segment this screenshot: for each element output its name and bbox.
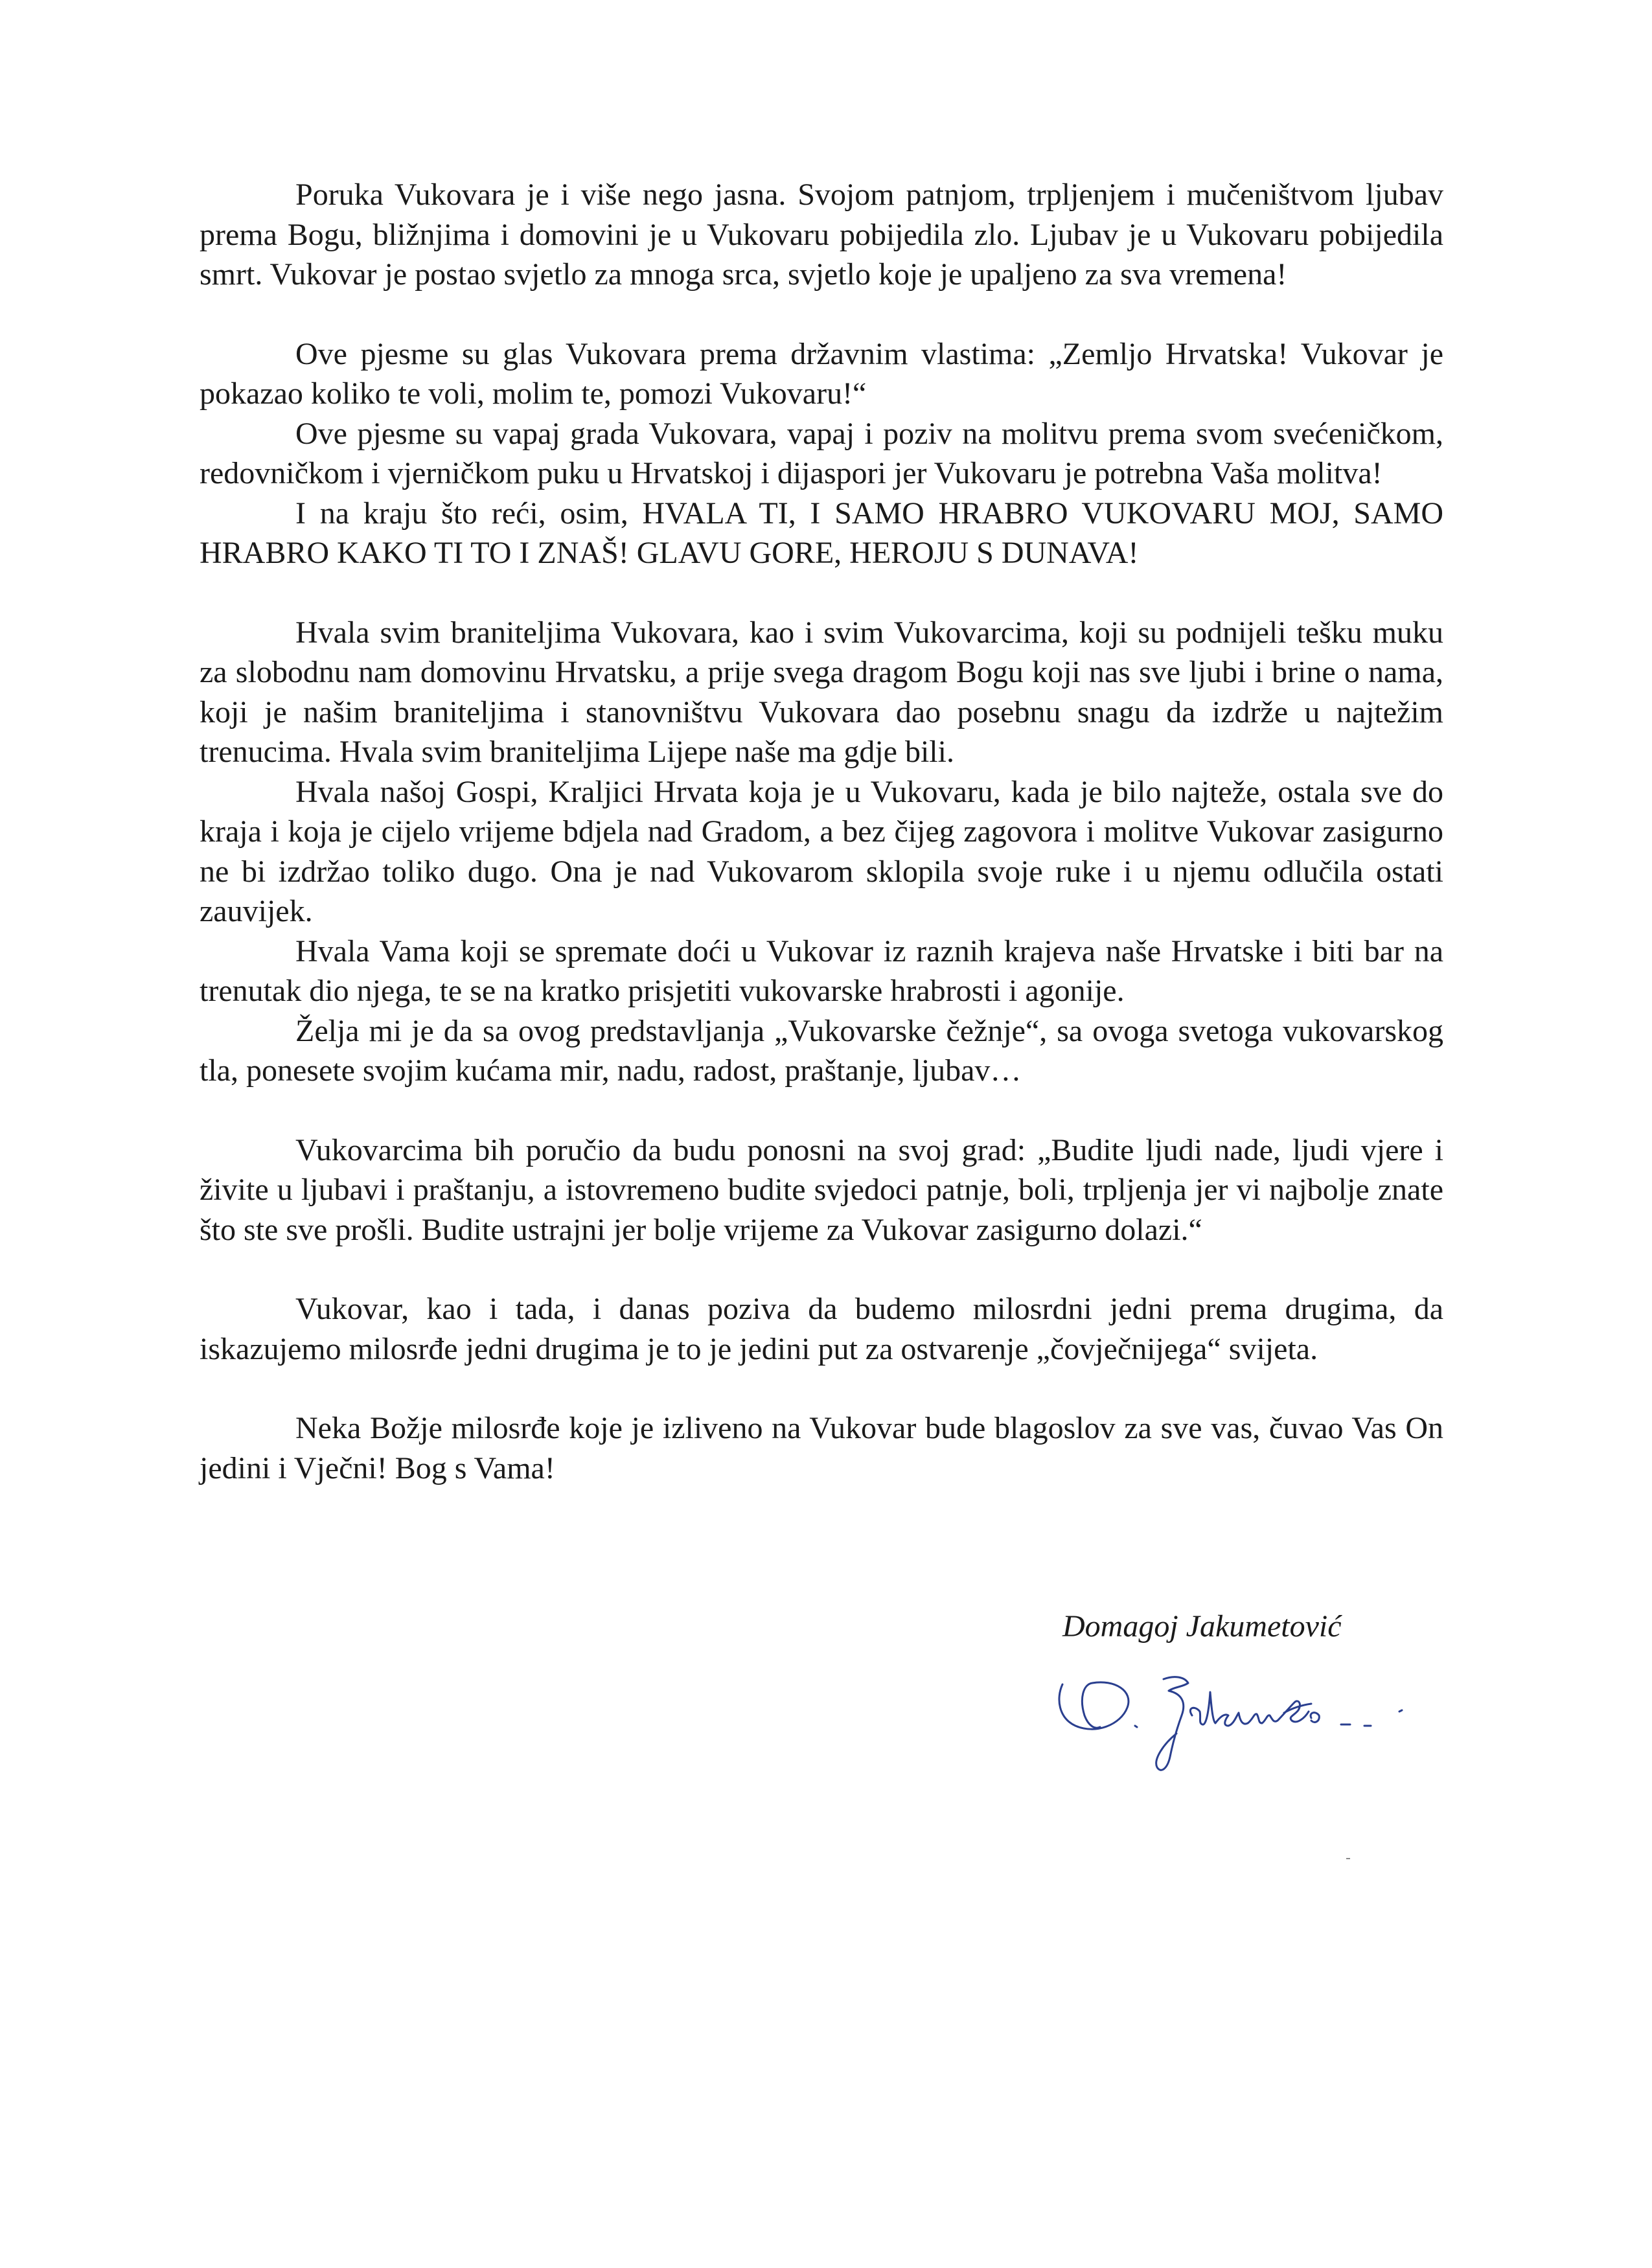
- signer-name: Domagoj Jakumetović: [1062, 1609, 1342, 1644]
- letter-body: [200, 175, 1443, 1488]
- paragraph-thanks-defenders: Hvala svim braniteljima Vukovara, kao i svim Vukovarcima, koji su podnijeli tešku muku za slobodnu nam domovinu Hrvatsku, a prije svega dragom Bogu koji nas sve ljubi i brine o nama, koji je našim braniteljima i stanovništvu Vukovara dao posebnu snagu da izdrže u najtežim trenucima. Hvala svim braniteljima Lijepe naše ma gdje bili.: [200, 615, 1443, 769]
- paragraph-thanks-visitors: Hvala Vama koji se spremate doći u Vukovar iz raznih krajeva naše Hrvatske i biti bar na trenutak dio njega, te se na kratko prisjetiti vukovarske hrabrosti i agonije.: [200, 934, 1443, 1008]
- paragraph-voice-to-authorities: Ove pjesme su glas Vukovara prema državnim vlastima: „Zemljo Hrvatska! Vukovar je pokazao koliko te voli, molim te, pomozi Vukovaru!“: [200, 336, 1443, 411]
- paragraph-be-brave: I na kraju što reći, osim, HVALA TI, I SAMO HRABRO VUKOVARU MOJ, SAMO HRABRO KAKO TI TO I ZNAŠ! GLAVU GORE, HEROJU S DUNAVA!: [200, 496, 1443, 570]
- paragraph-call-to-prayer: Ove pjesme su vapaj grada Vukovara, vapaj i poziv na molitvu prema svom svećeničkom, redovničkom i vjerničkom puku u Hrvatskoj i dijaspori jer Vukovaru je potrebna Vaša molitva!: [200, 416, 1443, 490]
- paragraph-blessing: Neka Božje milosrđe koje je izliveno na Vukovar bude blagoslov za sve vas, čuvao Vas On jedini i Vječni! Bog s Vama!: [200, 1411, 1443, 1485]
- paragraph-thanks-our-lady: Hvala našoj Gospi, Kraljici Hrvata koja je u Vukovaru, kada je bilo najteže, ostala sve do kraja i koja je cijelo vrijeme bdjela nad Gradom, a bez čijeg zagovora i molitve Vukovar zasigurno ne bi izdržao toliko dugo. Ona je nad Vukovarom sklopila svoje ruke i u njemu odlučila ostati zauvijek.: [200, 774, 1443, 928]
- paragraph-wish: Želja mi je da sa ovog predstavljanja „Vukovarske čežnje“, sa ovoga svetoga vukovarskog tla, ponesete svojim kućama mir, nadu, radost, praštanje, ljubav…: [200, 1013, 1443, 1088]
- handwritten-signature: [1037, 1653, 1451, 1783]
- paragraph-message-of-vukovar: Poruka Vukovara je i više nego jasna. Svojom patnjom, trpljenjem i mučeništvom ljubav prema Bogu, bližnjima i domovini je u Vukovaru pobijedila zlo. Ljubav je u Vukovaru pobijedila smrt. Vukovar je postao svjetlo za mnoga srca, svjetlo koje je upaljeno za sva vremena!: [200, 178, 1443, 292]
- scan-speck: [1346, 1858, 1350, 1859]
- signature-block: [1062, 1607, 1477, 1646]
- paragraph-mercy: Vukovar, kao i tada, i danas poziva da budemo milosrdni jedni prema drugima, da iskazujemo milosrđe jedni drugima je to je jedini put za ostvarenje „čovječnijega“ svijeta.: [200, 1292, 1443, 1366]
- paragraph-message-to-citizens: Vukovarcima bih poručio da budu ponosni na svoj grad: „Budite ljudi nade, ljudi vjere i živite u ljubavi i praštanju, a istovremeno budite svjedoci patnje, boli, trpljenja jer vi najbolje znate što ste sve prošli. Budite ustrajni jer bolje vrijeme za Vukovar zasigurno dolazi.“: [200, 1132, 1443, 1247]
